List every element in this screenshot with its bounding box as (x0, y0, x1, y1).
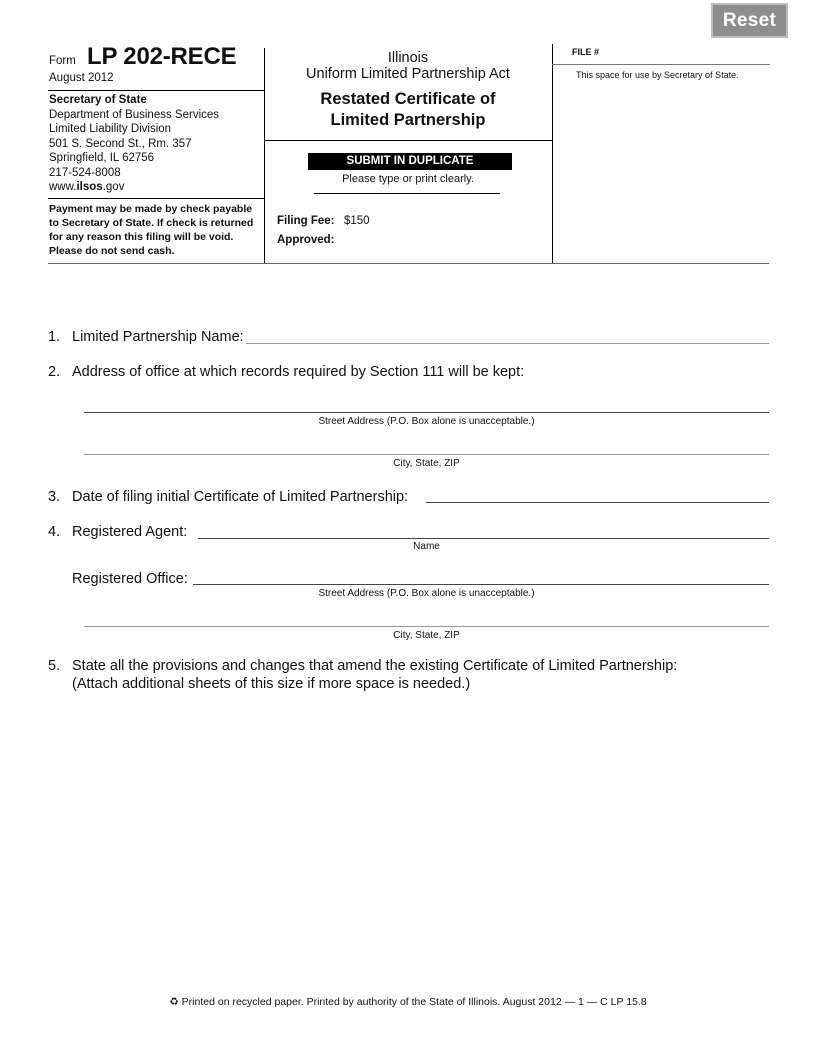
divider (552, 64, 770, 65)
recycle-icon: ♻ (169, 996, 179, 1008)
reset-button[interactable]: Reset (711, 3, 788, 38)
records-city-field[interactable] (84, 454, 769, 455)
office-line: Department of Business Services (49, 108, 220, 121)
q4-number: 4. (48, 524, 61, 540)
submit-banner: SUBMIT IN DUPLICATE (308, 153, 512, 170)
website-bold: ilsos (76, 181, 103, 193)
registered-office-city-field[interactable] (84, 626, 769, 627)
partnership-name-field[interactable] (246, 343, 769, 344)
sos-use-note: This space for use by Secretary of State. (576, 70, 739, 80)
page-title (265, 89, 551, 131)
city-caption: City, State, ZIP (393, 458, 460, 469)
instructions: Please type or print clearly. (342, 173, 474, 185)
header-bottom-rule (48, 263, 769, 264)
q4-label: Registered Agent: (72, 524, 188, 540)
city-caption: City, State, ZIP (393, 630, 460, 641)
registered-agent-field[interactable] (198, 538, 769, 539)
file-number-label: FILE # (572, 47, 600, 57)
q3-number: 3. (48, 489, 61, 505)
divider (48, 198, 264, 199)
website-prefix: www. (49, 181, 77, 193)
registered-office-street-field[interactable] (193, 584, 769, 585)
street-caption: Street Address (P.O. Box alone is unacceptable.) (318, 588, 535, 599)
form-code: LP 202-RECE (87, 43, 237, 70)
act-name: Uniform Limited Partnership Act (306, 66, 510, 82)
filing-fee-label: Filing Fee: (277, 215, 335, 227)
office-phone: 217-524-8008 (49, 166, 121, 179)
form-date: August 2012 (49, 72, 114, 84)
filing-fee-value: $150 (344, 215, 370, 227)
approved-label: Approved: (277, 234, 335, 246)
office-line: 501 S. Second St., Rm. 357 (49, 137, 192, 150)
divider (314, 193, 500, 194)
q2-number: 2. (48, 364, 61, 380)
q1-label: Limited Partnership Name: (72, 329, 244, 345)
office-line: Limited Liability Division (49, 123, 172, 135)
footer-text: Printed on recycled paper. Printed by authority of the State of Illinois. August 2012 — 1 — C LP 15.8 (181, 996, 647, 1008)
office-title: Secretary of State (49, 94, 147, 106)
state-name: Illinois (387, 50, 429, 66)
name-caption: Name (413, 541, 440, 552)
q5-label-line-1: State all the provisions and changes that amend the existing Certificate of Limited Partnership: (72, 658, 678, 674)
office-address (49, 93, 219, 195)
office-line: Springfield, IL 62756 (49, 152, 155, 164)
q3-label: Date of filing initial Certificate of Limited Partnership: (72, 489, 409, 505)
title-line-2: Limited Partnership (330, 111, 486, 129)
divider (48, 90, 264, 91)
street-caption: Street Address (P.O. Box alone is unacceptable.) (318, 416, 535, 427)
form-label: Form (49, 55, 76, 67)
initial-filing-date-field[interactable] (426, 502, 769, 503)
q1-number: 1. (48, 329, 61, 345)
footer (0, 996, 816, 1008)
divider (552, 44, 553, 264)
website-suffix: .gov (102, 181, 125, 193)
q5-label-line-2: (Attach additional sheets of this size if more space is needed.) (72, 676, 471, 692)
payment-note: Payment may be made by check payable to Secretary of State. If check is returned for any reason this filing will be void. Please do not send cash. (49, 203, 254, 257)
q2-label: Address of office at which records required by Section 111 will be kept: (72, 364, 525, 380)
title-line-1: Restated Certificate of (320, 90, 496, 108)
divider (264, 140, 552, 141)
q5-number: 5. (48, 658, 61, 674)
provisions-textarea[interactable] (72, 700, 769, 980)
registered-office-label: Registered Office: (72, 571, 188, 587)
records-street-field[interactable] (84, 412, 769, 413)
website-link[interactable] (49, 180, 219, 195)
